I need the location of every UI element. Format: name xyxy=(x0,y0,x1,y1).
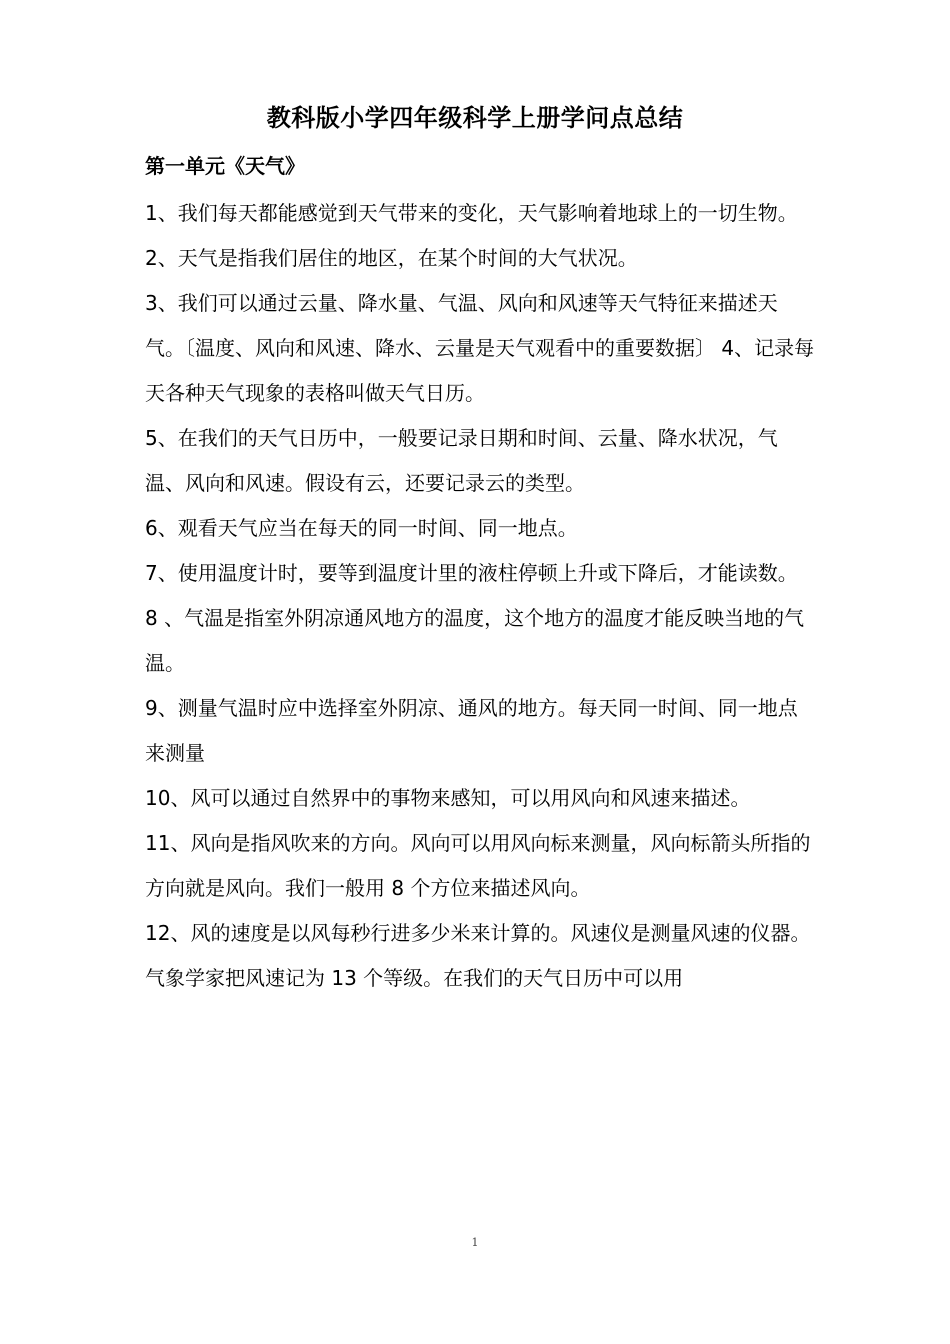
document-title: 教科版小学四年级科学上册学问点总结 xyxy=(266,104,684,132)
unit-heading: 第一单元《天气》 xyxy=(145,154,305,178)
paragraph-3: 3、我们可以通过云量、降水量、气温、风向和风速等天气特征来描述天气。〔温度、风向和风速、降水、云量是天气观看中的重要数据〕 4、记录每天各种天气现象的表格叫做天气日历。 xyxy=(145,291,815,405)
paragraph-11: 11、风向是指风吹来的方向。风向可以用风向标来测量，风向标箭头所指的方向就是风向。我们一般用 8 个方位来描述风向。 xyxy=(145,831,811,900)
paragraph-2: 2、天气是指我们居住的地区，在某个时间的大气状况。 xyxy=(145,246,638,270)
paragraph-8: 8 、气温是指室外阴凉通风地方的温度，这个地方的温度才能反映当地的气温。 xyxy=(145,606,805,675)
paragraph-6: 6、观看天气应当在每天的同一时间、同一地点。 xyxy=(145,516,578,540)
paragraph-12: 12、风的速度是以风每秒行进多少米来计算的。风速仪是测量风速的仪器。气象学家把风速记为 13 个等级。在我们的天气日历中可以用 xyxy=(145,921,811,990)
paragraph-1: 1、我们每天都能感觉到天气带来的变化，天气影响着地球上的一切生物。 xyxy=(145,201,798,225)
paragraph-5: 5、在我们的天气日历中，一般要记录日期和时间、云量、降水状况，气温、风向和风速。假设有云，还要记录云的类型。 xyxy=(145,426,778,495)
paragraph-10: 10、风可以通过自然界中的事物来感知，可以用风向和风速来描述。 xyxy=(145,786,751,810)
paragraph-7: 7、使用温度计时，要等到温度计里的液柱停顿上升或下降后，才能读数。 xyxy=(145,561,798,585)
paragraph-9: 9、测量气温时应中选择室外阴凉、通风的地方。每天同一时间、同一地点来测量 xyxy=(145,696,798,765)
page-number: 1 xyxy=(471,1236,479,1249)
document-body xyxy=(145,191,817,1001)
